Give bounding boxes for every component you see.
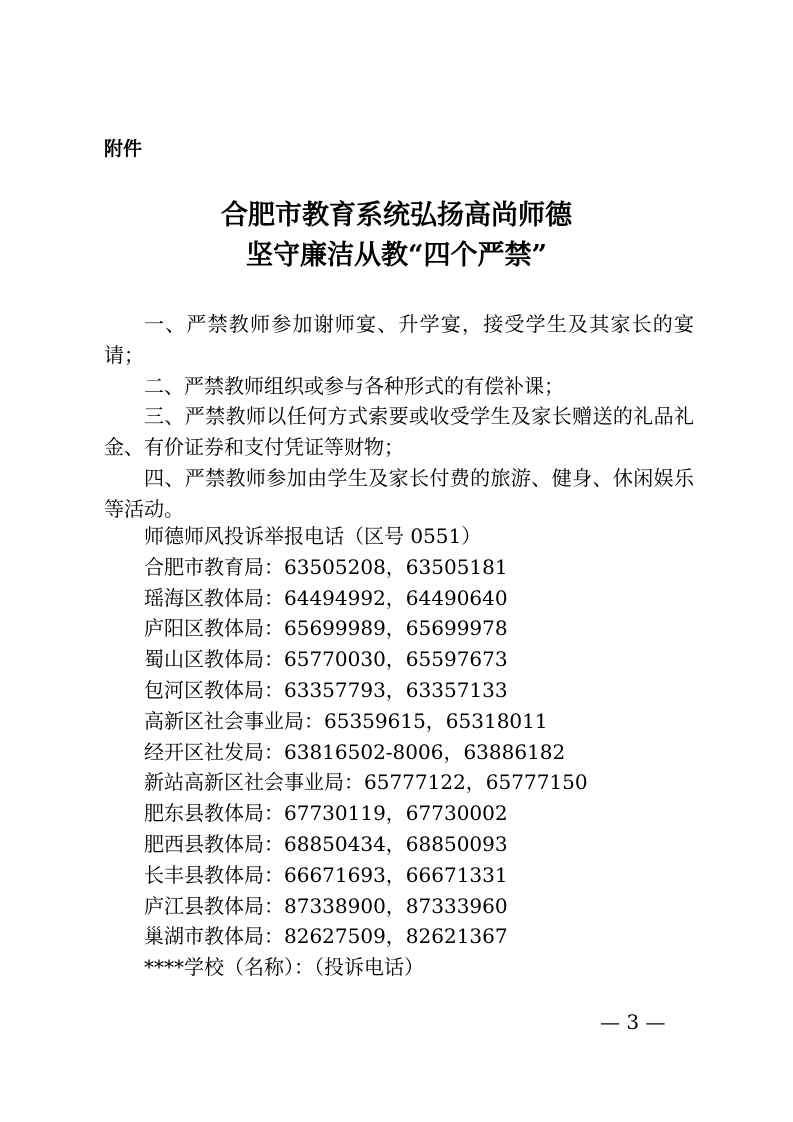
contact-line: 肥东县教体局：67730119，67730002 <box>144 801 508 826</box>
contact-line: 长丰县教体局：66671693，66671331 <box>144 862 508 887</box>
contact-line: 瑶海区教体局：64494992，64490640 <box>144 585 508 610</box>
hotline-heading: 师德师风投诉举报电话（区号 0551） <box>144 524 482 548</box>
prohibition-item-2: 二、严禁教师组织或参与各种形式的有偿补课； <box>144 373 564 398</box>
contact-line: 合肥市教育局：63505208，63505181 <box>144 554 508 579</box>
contact-line: 巢湖市教体局：82627509，82621367 <box>144 924 508 949</box>
title-line-1: 合肥市教育系统弘扬高尚师德 <box>221 200 572 231</box>
contact-line: 庐阳区教体局：65699989，65699978 <box>144 616 508 641</box>
contact-line: 庐江县教体局：87338900，87333960 <box>144 893 508 918</box>
attachment-label: 附件 <box>104 138 143 160</box>
prohibition-item-1: 一、严禁教师参加谢师宴、升学宴，接受学生及其家长的宴请； <box>104 312 694 367</box>
prohibitions-list <box>104 309 694 525</box>
hotline-list <box>144 521 588 952</box>
contact-line: 蜀山区教体局：65770030，65597673 <box>144 647 508 672</box>
contact-line: 经开区社发局：63816502-8006，63886182 <box>144 739 566 764</box>
title-line-2: 坚守廉洁从教“四个严禁” <box>245 240 548 271</box>
document-title <box>0 196 793 276</box>
contact-line: 高新区社会事业局：65359615，65318011 <box>144 708 548 733</box>
page-number: — 3 — <box>600 1010 666 1034</box>
contact-line: 包河区教体局：63357793，63357133 <box>144 677 508 702</box>
school-complaint-line: ****学校（名称）：（投诉电话） <box>144 955 424 979</box>
prohibition-item-4: 四、严禁教师参加由学生及家长付费的旅游、健身、休闲娱乐等活动。 <box>104 465 694 521</box>
prohibition-item-3: 三、严禁教师以任何方式索要或收受学生及家长赠送的礼品礼金、有价证券和支付凭证等财物； <box>104 404 694 460</box>
contact-line: 肥西县教体局：68850434，68850093 <box>144 831 508 856</box>
contact-line: 新站高新区社会事业局：65777122，65777150 <box>144 770 588 795</box>
